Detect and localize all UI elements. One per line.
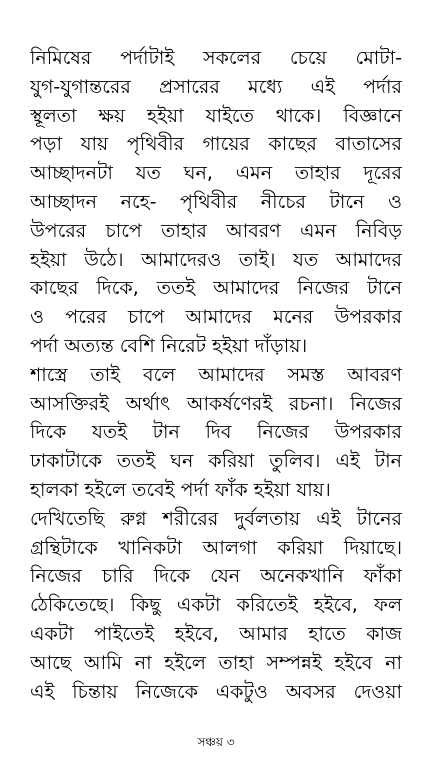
text-line: ও পরের চাপে আমাদের মনের উপরকার	[30, 306, 402, 329]
text-line: পড়া যায় পৃথিবীর গায়ের কাছের বাতাসের	[30, 133, 402, 156]
text-line: নিমিষের পর্দাটাই সকলের চেয়ে মোটা-	[30, 47, 402, 69]
text-line: ঠেকিতেছে। কিছু একটা করিতেই হইবে, ফল	[30, 594, 402, 617]
text-line: ঢাকাটাকে ততই ঘন করিয়া তুলিব। এই টান	[30, 450, 402, 473]
text-line: আছে আমি না হইলে তাহা সম্পন্নই হইবে না	[30, 651, 402, 674]
text-line: গ্রন্থিটাকে খানিকটা আলগা করিয়া দিয়াছে।	[30, 536, 402, 559]
text-line: কাছের দিকে, ততই আমাদের নিজের টানে	[30, 277, 402, 300]
text-line: একটা পাইতেই হইবে, আমার হাতে কাজ	[30, 622, 402, 645]
text-line: যুগ-যুগান্তরের প্রসারের মধ্যে এই পর্দার	[30, 75, 402, 98]
text-line: নিজের চারি দিকে যেন অনেকখানি ফাঁকা	[30, 565, 402, 588]
text-line: এই চিন্তায় নিজেকে একটুও অবসর দেওয়া	[30, 680, 402, 703]
page-footer: সঞ্চয় ৩	[197, 735, 235, 749]
body-text	[30, 44, 402, 706]
text-line: আচ্ছাদনটা যত ঘন, এমন তাহার দূরের	[30, 162, 402, 185]
text-line: হইয়া উঠে। আমাদেরও তাই। যত আমাদের	[30, 248, 402, 271]
text-line: আচ্ছাদন নহে- পৃথিবীর নীচের টানে ও	[30, 190, 402, 213]
text-line: উপরের চাপে তাহার আবরণ এমন নিবিড়	[30, 219, 402, 242]
paragraph-end-line: হালকা হইলে তবেই পর্দা ফাঁক হইয়া যায়।	[30, 478, 331, 501]
text-line: দিকে যতই টান দিব নিজের উপরকার	[30, 421, 402, 444]
text-line: আসক্তিরই অর্থাৎ আকর্ষণেরই রচনা। নিজের	[30, 392, 402, 415]
text-line: শাস্ত্রে তাই বলে আমাদের সমস্ত আবরণ	[30, 363, 402, 386]
text-line: স্থূলতা ক্ষয় হইয়া যাইতে থাকে। বিজ্ঞানে	[30, 104, 402, 127]
text-line: দেখিতেছি রুগ্ন শরীরের দুর্বলতায় এই টানের	[30, 507, 402, 530]
paragraph-end-line: পর্দা অত্যন্ত বেশি নিরেট হইয়া দাঁড়ায়।	[30, 334, 308, 357]
